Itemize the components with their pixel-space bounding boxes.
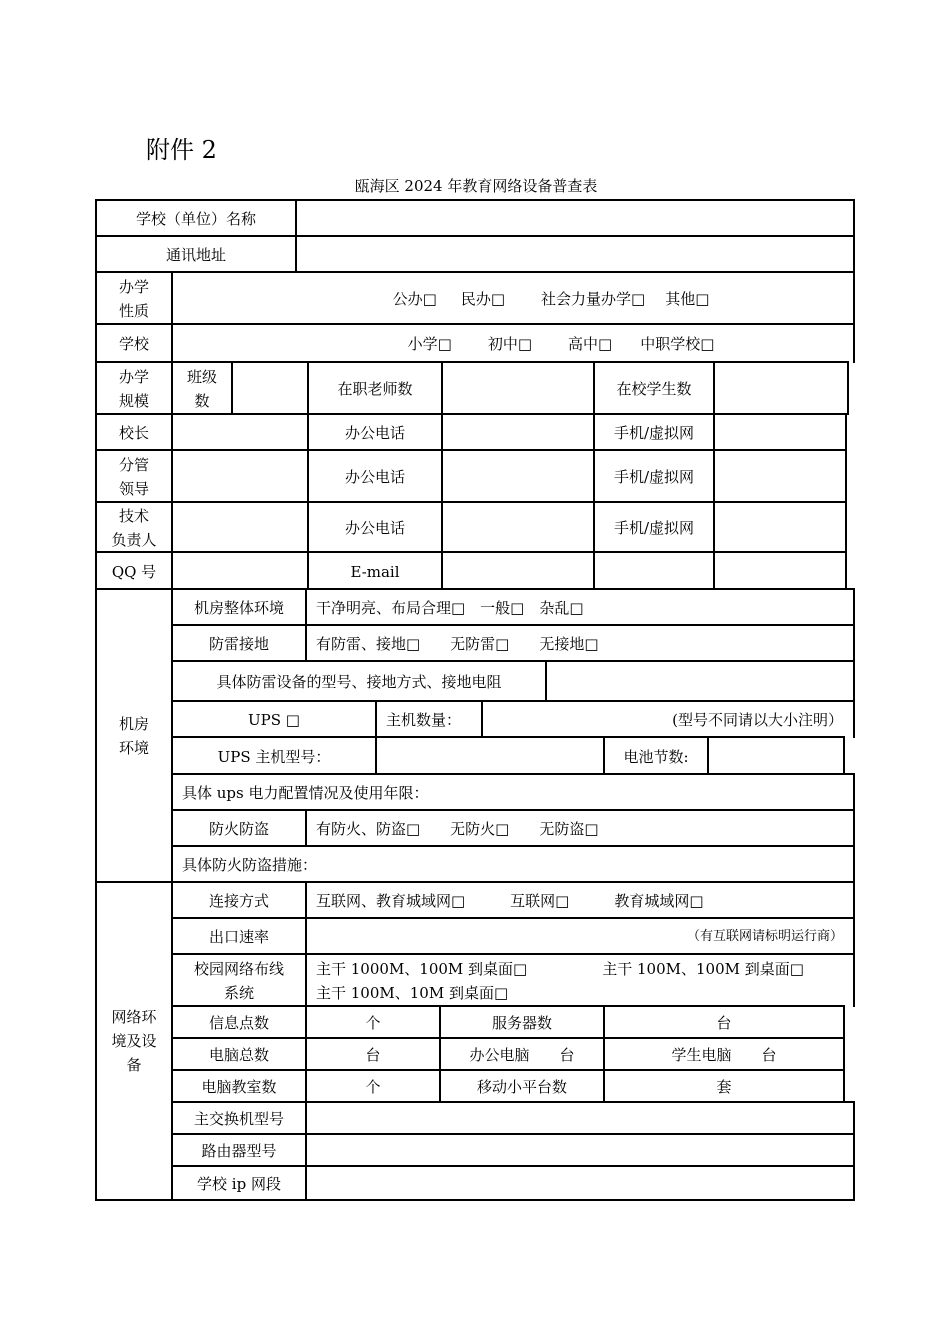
lightning-detail-field[interactable]: [547, 662, 855, 702]
ups-note[interactable]: (型号不同请以大小注明）: [483, 702, 855, 738]
row-room-overall: [173, 588, 855, 626]
leader-office-phone-label: 办公电话: [309, 451, 443, 503]
teachers-label: 在职老师数: [309, 363, 443, 415]
row-wiring: [173, 953, 855, 1007]
row-ups-model: [173, 736, 845, 775]
school-option-junior[interactable]: 初中□: [487, 335, 532, 353]
address-label: 通讯地址: [97, 237, 297, 273]
row-router: [173, 1133, 855, 1167]
table-bottom-border: [95, 1199, 855, 1201]
school-type-label: 学校: [97, 325, 173, 363]
ups-model-label: UPS 主机型号：: [173, 738, 377, 775]
ip-range-field[interactable]: [307, 1167, 855, 1201]
speed-field[interactable]: （有互联网请标明运行商）: [307, 919, 855, 955]
row-scale: [97, 361, 849, 415]
lightning-detail-label: 具体防雷设备的型号、接地方式、接地电阻: [173, 662, 547, 702]
nature-label: 办学 性质: [97, 273, 173, 325]
principal-field[interactable]: [173, 415, 309, 451]
row-lightning-detail: [173, 660, 855, 702]
principal-label: 校长: [97, 415, 173, 451]
principal-mobile-field[interactable]: [715, 415, 847, 451]
principal-mobile-label: 手机/虚拟网: [595, 415, 715, 451]
pc-rooms-label: 电脑教室数: [173, 1071, 307, 1103]
battery-label: 电池节数:: [605, 738, 709, 775]
nature-option-public[interactable]: 公办□: [392, 290, 437, 308]
ups-detail-field[interactable]: 具体 ups 电力配置情况及使用年限：: [173, 775, 855, 811]
connection-label: 连接方式: [173, 883, 307, 919]
tech-office-phone-field[interactable]: [443, 503, 595, 553]
row-info-points: [173, 1005, 845, 1039]
tech-field[interactable]: [173, 503, 309, 553]
switch-model-label: 主交换机型号: [173, 1103, 307, 1135]
room-overall-label: 机房整体环境: [173, 590, 307, 626]
row-address: [97, 235, 855, 273]
info-points-field[interactable]: 个: [307, 1007, 441, 1039]
student-pc-field[interactable]: 学生电脑 台: [605, 1039, 845, 1071]
row-school-type: [97, 323, 855, 363]
school-option-primary[interactable]: 小学□: [407, 335, 452, 353]
connection-options[interactable]: 互联网、教育城域网□ 互联网□ 教育城域网□: [307, 883, 855, 919]
row-qq: [97, 551, 847, 590]
qq-label: QQ 号: [97, 553, 173, 590]
mobile-platform-label: 移动小平台数: [441, 1071, 605, 1103]
school-name-field[interactable]: [297, 201, 855, 237]
class-count-field[interactable]: [233, 363, 309, 415]
qq-extra-field-1[interactable]: [595, 553, 715, 590]
tech-mobile-label: 手机/虚拟网: [595, 503, 715, 553]
room-overall-options[interactable]: 干净明亮、布局合理□ 一般□ 杂乱□: [307, 590, 855, 626]
row-fire: [173, 809, 855, 847]
tech-office-phone-label: 办公电话: [309, 503, 443, 553]
row-connection: [173, 881, 855, 919]
info-points-label: 信息点数: [173, 1007, 307, 1039]
nature-option-other[interactable]: 其他□: [665, 290, 710, 308]
school-type-options[interactable]: [173, 325, 855, 363]
school-option-vocational[interactable]: 中职学校□: [640, 335, 715, 353]
students-field[interactable]: [715, 363, 849, 415]
network-section-label: 网络环 境及设 备: [97, 881, 173, 1199]
scale-label: 办学 规模: [97, 363, 173, 415]
pc-rooms-field[interactable]: 个: [307, 1071, 441, 1103]
school-name-label: 学校（单位）名称: [97, 201, 297, 237]
principal-office-phone-field[interactable]: [443, 415, 595, 451]
nature-option-private[interactable]: 民办□: [460, 290, 505, 308]
router-model-field[interactable]: [307, 1135, 855, 1167]
address-field[interactable]: [297, 237, 855, 273]
ups-checkbox[interactable]: UPS □: [173, 702, 377, 738]
fire-label: 防火防盗: [173, 811, 307, 847]
school-option-senior[interactable]: 高中□: [568, 335, 613, 353]
principal-office-phone-label: 办公电话: [309, 415, 443, 451]
pc-total-field[interactable]: 台: [307, 1039, 441, 1071]
router-model-label: 路由器型号: [173, 1135, 307, 1167]
lightning-options[interactable]: 有防雷、接地□ 无防雷□ 无接地□: [307, 626, 855, 662]
wiring-options[interactable]: [307, 955, 855, 1007]
class-count-label: 班级 数: [173, 363, 233, 415]
ip-range-label: 学校 ip 网段: [173, 1167, 307, 1201]
students-label: 在校学生数: [595, 363, 715, 415]
leader-label: 分管 领导: [97, 451, 173, 503]
fire-detail-field[interactable]: 具体防火防盗措施：: [173, 847, 855, 883]
qq-field[interactable]: [173, 553, 309, 590]
leader-mobile-label: 手机/虚拟网: [595, 451, 715, 503]
row-nature: [97, 271, 855, 325]
row-ip: [173, 1165, 855, 1201]
teachers-field[interactable]: [443, 363, 595, 415]
switch-model-field[interactable]: [307, 1103, 855, 1135]
row-switch: [173, 1101, 855, 1135]
nature-option-social[interactable]: 社会力量办学□: [541, 290, 646, 308]
servers-field[interactable]: 台: [605, 1007, 845, 1039]
tech-mobile-field[interactable]: [715, 503, 847, 553]
lightning-label: 防雷接地: [173, 626, 307, 662]
servers-label: 服务器数: [441, 1007, 605, 1039]
host-count-label: 主机数量：: [377, 702, 483, 738]
row-fire-detail: [173, 845, 855, 883]
row-pc-total: [173, 1037, 845, 1071]
email-field[interactable]: [443, 553, 595, 590]
form-title: 瓯海区 2024 年教育网络设备普查表: [354, 177, 598, 195]
ups-model-field[interactable]: [377, 738, 605, 775]
email-label: E-mail: [309, 553, 443, 590]
row-school-name: [97, 199, 855, 237]
tech-label: 技术 负责人: [97, 503, 173, 553]
leader-mobile-field[interactable]: [715, 451, 847, 503]
leader-office-phone-field[interactable]: [443, 451, 595, 503]
row-speed: [173, 917, 855, 955]
wiring-option-line-2[interactable]: 主干 100M、10M 到桌面□: [316, 984, 509, 1002]
pc-total-label: 电脑总数: [173, 1039, 307, 1071]
mobile-platform-field[interactable]: 套: [605, 1071, 845, 1103]
row-lightning: [173, 624, 855, 662]
qq-extra-field-2[interactable]: [715, 553, 847, 590]
nature-options[interactable]: [173, 273, 855, 325]
row-tech: [97, 501, 847, 553]
row-pc-rooms: [173, 1069, 845, 1103]
row-leader: [97, 449, 847, 503]
row-principal: [97, 413, 847, 451]
attachment-label: 附件 2: [146, 136, 217, 164]
battery-field[interactable]: [709, 738, 845, 775]
office-pc-field[interactable]: 办公电脑 台: [441, 1039, 605, 1071]
leader-field[interactable]: [173, 451, 309, 503]
room-section-label: 机房 环境: [97, 588, 173, 881]
row-ups: [173, 700, 855, 738]
wiring-label: 校园网络布线 系统: [173, 955, 307, 1007]
fire-options[interactable]: 有防火、防盗□ 无防火□ 无防盗□: [307, 811, 855, 847]
wiring-option-line-1[interactable]: 主干 1000M、100M 到桌面□ 主干 100M、100M 到桌面□: [316, 960, 804, 978]
row-ups-detail: [173, 773, 855, 811]
speed-label: 出口速率: [173, 919, 307, 955]
